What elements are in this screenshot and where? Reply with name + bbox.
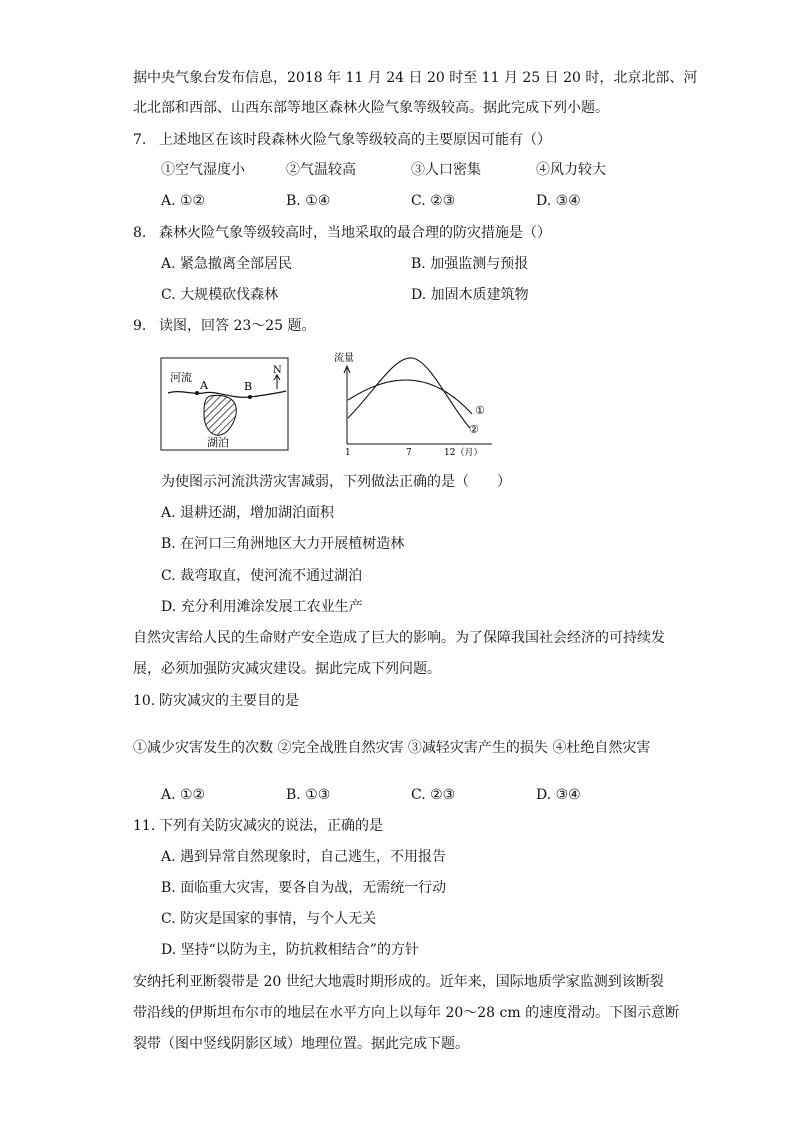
- question-stem: 防灾减灾的主要目的是: [159, 693, 299, 709]
- option-b: B. 面临重大灾害，要各自为战，无需统一行动: [161, 880, 447, 896]
- option-c: C. ②③: [411, 787, 456, 803]
- q10-options: [161, 785, 661, 805]
- q7-statements: [161, 160, 661, 180]
- flow-graph: [332, 348, 502, 458]
- question-number: 7.: [133, 132, 147, 148]
- option-a: A. ①②: [161, 193, 206, 209]
- option-d: D. ③④: [536, 787, 581, 803]
- question-number: 9.: [133, 318, 147, 334]
- x-tick-12: 12（月）: [444, 448, 483, 458]
- north-label: N: [273, 365, 282, 376]
- q9-question: 为使图示河流洪涝灾害减弱，下列做法正确的是（ ）: [161, 474, 511, 490]
- option-c: C. 裁弯取直，使河流不通过湖泊: [161, 568, 363, 584]
- lake-label: 湖泊: [207, 436, 229, 449]
- point-a-marker: [195, 391, 199, 395]
- river-lake-map: [160, 357, 290, 452]
- option-a: A. 紧急撤离全部居民: [161, 256, 293, 272]
- statement-item: ①空气湿度小: [161, 162, 245, 178]
- point-b-label: B: [244, 380, 253, 393]
- passage2-line1: 自然灾害给人民的生命财产安全造成了巨大的影响。为了保障我国社会经济的可持续发: [133, 630, 665, 646]
- q8-options-row1: [161, 254, 661, 274]
- option-b: B. 加强监测与预报: [411, 256, 529, 272]
- option-b: B. 在河口三角洲地区大力开展植树造林: [161, 536, 405, 552]
- q8-options-row2: [161, 285, 661, 305]
- option-d: D. 充分利用滩涂发展工农业生产: [161, 599, 363, 615]
- x-tick-1: 1: [345, 448, 351, 458]
- passage1-line1: 据中央气象台发布信息，2018 年 11 月 24 日 20 时至 11 月 25 日 20 时，北京北部、河: [133, 70, 698, 86]
- question-8: [133, 223, 551, 243]
- lake-shape: [204, 395, 236, 435]
- passage3-line2: 带沿线的伊斯坦布尔市的地层在水平方向上以每年 20～28 cm 的速度滑动。下图示意断: [133, 1005, 680, 1021]
- question-11: [133, 816, 383, 836]
- passage2-line2: 展，必须加强防灾减灾建设。据此完成下列问题。: [133, 661, 441, 677]
- question-number: 8.: [133, 225, 147, 241]
- option-d: D. 加固木质建筑物: [411, 287, 529, 303]
- passage3-line1: 安纳托利亚断裂带是 20 世纪大地震时期形成的。近年来，国际地质学家监测到该断裂: [133, 974, 664, 990]
- statement-item: ④风力较大: [536, 162, 606, 178]
- option-d: D. ③④: [536, 193, 581, 209]
- graph-ylabel: 流量: [334, 353, 354, 364]
- option-c: C. 防灾是国家的事情，与个人无关: [161, 911, 377, 927]
- question-7: [133, 130, 551, 150]
- question-number: 10.: [133, 693, 156, 709]
- passage3-line3: 裂带（图中竖线阴影区域）地理位置。据此完成下题。: [133, 1036, 469, 1052]
- option-d: D. 坚持“以防为主，防抗救相结合”的方针: [161, 942, 419, 958]
- option-a: A. 退耕还湖，增加湖泊面积: [161, 505, 335, 521]
- option-a: A. 遇到异常自然现象时，自己逃生，不用报告: [161, 849, 447, 865]
- question-10: [133, 691, 299, 711]
- question-stem: 读图，回答 23～25 题。: [159, 318, 316, 334]
- option-c: C. 大规模砍伐森林: [161, 287, 279, 303]
- question-9: [133, 316, 316, 336]
- point-a-label: A: [200, 379, 208, 392]
- option-b: B. ①③: [286, 787, 331, 803]
- curve-1-label: ①: [475, 404, 485, 417]
- statement-item: ③人口密集: [411, 162, 481, 178]
- curve-2: [348, 358, 470, 428]
- q7-options: [161, 191, 661, 211]
- river-label: 河流: [170, 371, 192, 384]
- option-c: C. ②③: [411, 193, 456, 209]
- option-b: B. ①④: [286, 193, 331, 209]
- passage1-line2: 北北部和西部、山西东部等地区森林火险气象等级较高。据此完成下列小题。: [133, 100, 609, 116]
- q10-statements: ①减少灾害发生的次数 ②完全战胜自然灾害 ③减轻灾害产生的损失 ④杜绝自然灾害: [133, 740, 651, 756]
- option-a: A. ①②: [161, 787, 206, 803]
- statement-item: ②气温较高: [286, 162, 356, 178]
- question-stem: 上述地区在该时段森林火险气象等级较高的主要原因可能有（）: [159, 132, 551, 148]
- river-line: [168, 391, 286, 397]
- curve-2-label: ②: [469, 423, 479, 436]
- point-b-marker: [248, 395, 252, 399]
- question-stem: 森林火险气象等级较高时，当地采取的最合理的防灾措施是（）: [159, 225, 551, 241]
- question-number: 11.: [133, 818, 156, 834]
- x-tick-7: 7: [406, 448, 412, 458]
- question-stem: 下列有关防灾减灾的说法，正确的是: [159, 818, 383, 834]
